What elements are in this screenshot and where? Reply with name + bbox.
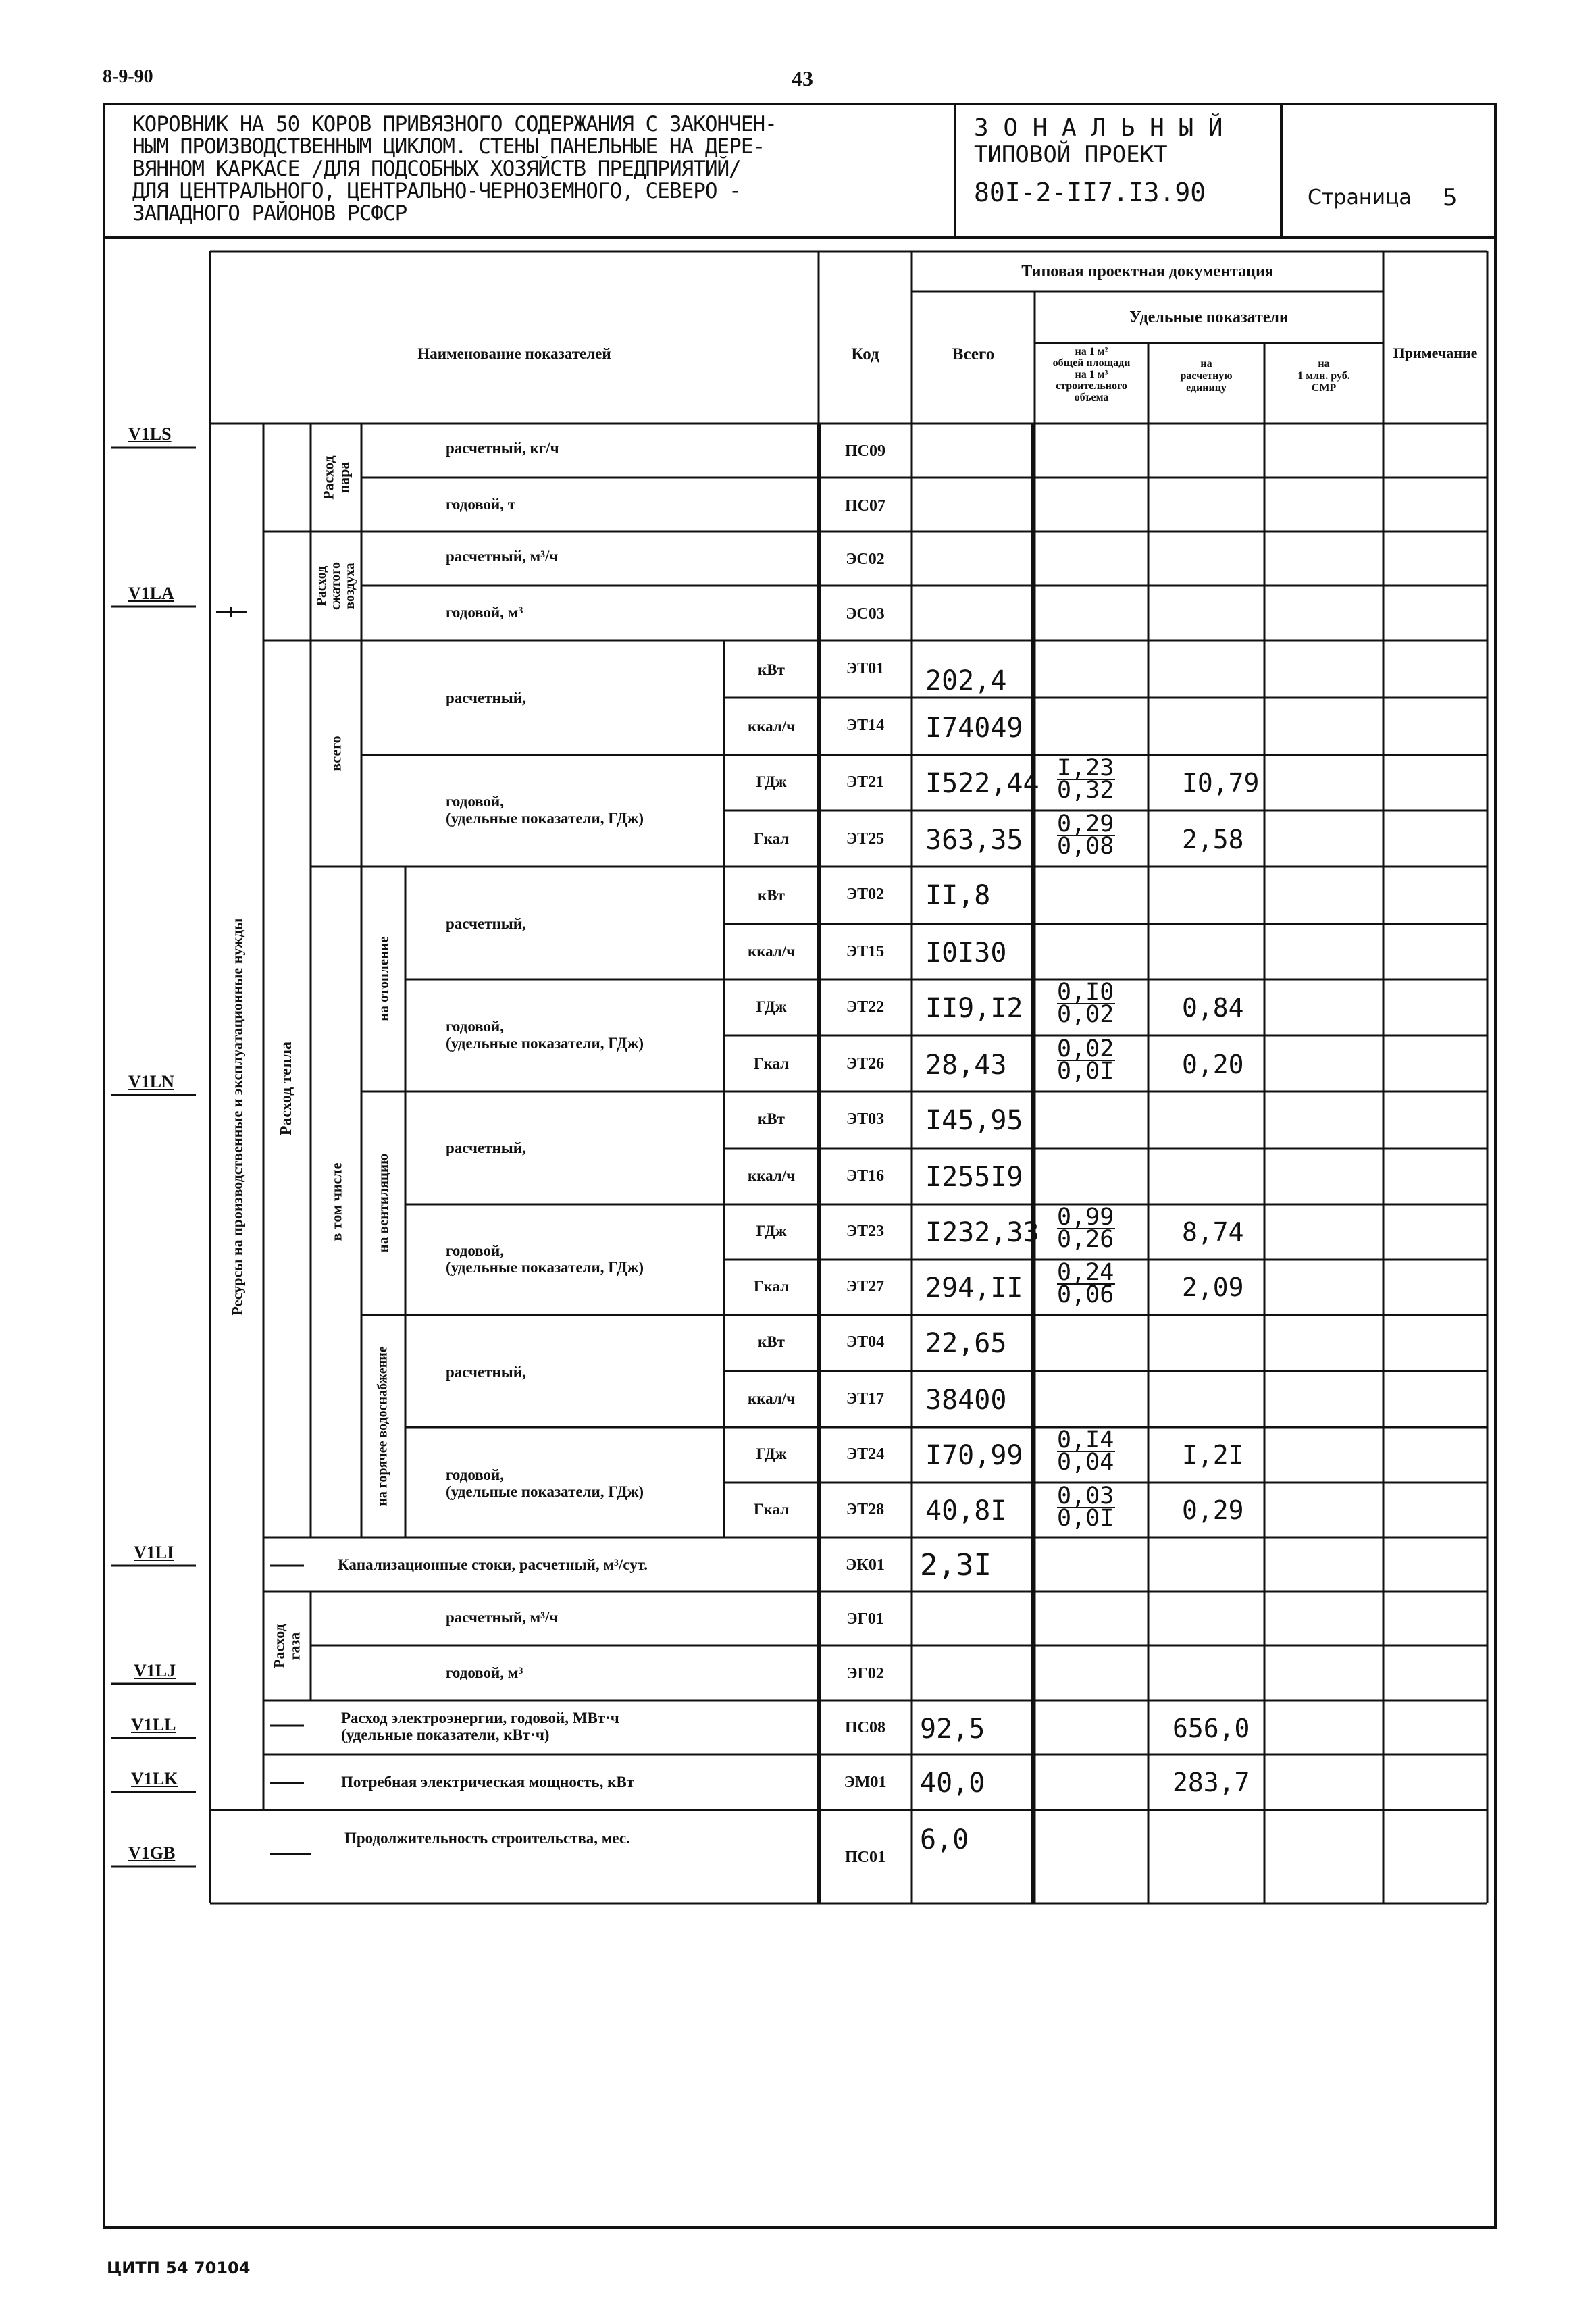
value-total: II,8 xyxy=(925,880,991,911)
per-m2-value: 0,I0 xyxy=(1057,979,1114,1006)
project-code: 80I-2-II7.I3.90 xyxy=(974,178,1206,207)
value-per-m2-m3 xyxy=(1057,1206,1115,1252)
value-per-unit: I0,79 xyxy=(1182,768,1260,798)
unit-kcal: ккал/ч xyxy=(747,1167,796,1184)
unit-kw: кВт xyxy=(758,1110,785,1127)
value-per-m2-m3 xyxy=(1057,1426,1115,1476)
hot-water-year-label: годовой, xyxy=(446,1466,505,1483)
row-code: ЭТ28 xyxy=(846,1501,885,1518)
electricity-note: (удельные показатели, кВт·ч) xyxy=(341,1726,550,1743)
unit-kw: кВт xyxy=(758,661,785,678)
row-code: ЭТ14 xyxy=(846,717,885,734)
value-per-m2-m3 xyxy=(1057,1485,1115,1531)
value-total: I0I30 xyxy=(925,937,1007,969)
row-code: ЭТ25 xyxy=(846,830,885,848)
hot-water-vertical-label xyxy=(361,1315,405,1537)
gas-label-text xyxy=(272,1624,303,1668)
value-total: 40,0 xyxy=(920,1768,985,1799)
heating-vertical-label xyxy=(361,867,405,1091)
unit-gj: ГДж xyxy=(756,1445,787,1462)
value-total: 6,0 xyxy=(920,1824,969,1855)
document-date: 8-9-90 xyxy=(103,66,153,87)
row-code: ЭГ02 xyxy=(846,1665,884,1682)
steam-label-line: пара xyxy=(335,461,353,494)
per-m2-line: общей площади xyxy=(1052,357,1131,369)
value-per-m2-m3 xyxy=(1057,981,1115,1027)
value-total: 294,II xyxy=(925,1272,1023,1304)
per-m2-value: 0,I4 xyxy=(1057,1426,1114,1454)
air-label-line: Расход xyxy=(313,565,329,607)
value-per-unit: 0,84 xyxy=(1182,993,1244,1023)
ventilation-year-note: (удельные показатели, ГДж) xyxy=(446,1259,644,1276)
per-million-line: на xyxy=(1318,358,1330,369)
value-total: 202,4 xyxy=(925,665,1007,696)
value-total: 38400 xyxy=(925,1385,1007,1416)
value-total: I74049 xyxy=(925,713,1023,744)
row-code: ЭТ17 xyxy=(846,1390,885,1408)
value-total: 40,8I xyxy=(925,1495,1007,1526)
value-per-unit: 656,0 xyxy=(1173,1714,1250,1743)
heating-year-note: (удельные показатели, ГДж) xyxy=(446,1035,644,1052)
row-code: ЭТ26 xyxy=(846,1055,885,1073)
resources-label-text: Ресурсы на производственные и эксплуатационные нужды xyxy=(228,918,245,1316)
ventilation-vertical-label xyxy=(361,1091,405,1315)
per-m2-line: строительного xyxy=(1056,380,1127,392)
row-code: ЭМ01 xyxy=(844,1774,887,1791)
row-code: ПС08 xyxy=(845,1719,885,1737)
value-per-m2-m3 xyxy=(1057,1261,1115,1307)
unit-gj: ГДж xyxy=(756,773,787,790)
value-total: I255I9 xyxy=(925,1162,1023,1193)
value-per-unit: I,2I xyxy=(1182,1440,1244,1470)
total-vertical-label xyxy=(311,640,361,867)
total-label-text: всего xyxy=(327,736,344,771)
value-per-m2-m3 xyxy=(1057,1037,1115,1083)
row-code: ЭТ27 xyxy=(846,1278,885,1295)
title-line: КОРОВНИК НА 50 КОРОВ ПРИВЯЗНОГО СОДЕРЖАНИЯ С ЗАКОНЧЕН- xyxy=(132,112,777,136)
row-code: ЭК01 xyxy=(846,1556,885,1574)
title-line: НЫМ ПРОИЗВОДСТВЕННЫМ ЦИКЛОМ. СТЕНЫ ПАНЕЛЬНЫЕ НА ДЕРЕ- xyxy=(132,134,765,159)
air-year-label: годовой, м³ xyxy=(446,604,523,621)
note-column-header: Примечание xyxy=(1393,344,1478,361)
heat-vertical-label xyxy=(263,640,311,1537)
per-m3-value: 0,06 xyxy=(1057,1281,1114,1308)
per-unit-column-header xyxy=(1148,358,1264,394)
total-calc-label: расчетный, xyxy=(446,690,526,706)
unit-kcal: ккал/ч xyxy=(747,943,796,960)
gas-year-label: годовой, м³ xyxy=(446,1664,523,1681)
value-per-unit: 2,58 xyxy=(1182,825,1244,854)
value-total: II9,I2 xyxy=(925,993,1023,1024)
title-line: ДЛЯ ЦЕНТРАЛЬНОГО, ЦЕНТРАЛЬНО-ЧЕРНОЗЕМНОГО, СЕВЕРО - xyxy=(132,179,741,203)
value-total: 363,35 xyxy=(925,825,1023,856)
steam-label-line: Расход xyxy=(319,455,337,500)
value-per-unit: 2,09 xyxy=(1182,1272,1244,1302)
side-code: V1LK xyxy=(131,1769,178,1789)
row-code: ЭГ01 xyxy=(846,1610,884,1628)
project-type-typical: ТИПОВОЙ ПРОЕКТ xyxy=(974,141,1168,168)
gas-label-line: Расход xyxy=(270,1624,288,1668)
value-total: 2,3I xyxy=(920,1548,992,1583)
row-code: ЭС03 xyxy=(846,605,885,623)
per-million-line: 1 млн. руб. xyxy=(1297,370,1350,382)
per-unit-line: на xyxy=(1200,358,1212,369)
page-number: 5 xyxy=(1443,184,1458,211)
per-m2-value: 0,03 xyxy=(1057,1483,1114,1510)
value-per-unit: 8,74 xyxy=(1182,1217,1244,1247)
value-total: I45,95 xyxy=(925,1105,1023,1136)
row-code: ЭТ16 xyxy=(846,1167,885,1185)
per-m3-value: 0,08 xyxy=(1057,833,1114,860)
ventilation-calc-label: расчетный, xyxy=(446,1139,526,1156)
side-code: V1LN xyxy=(128,1072,174,1091)
per-m3-value: 0,26 xyxy=(1057,1226,1114,1253)
sheet-number: 43 xyxy=(792,66,813,91)
per-m2-line: на 1 м² xyxy=(1075,346,1108,357)
unit-gcal: Гкал xyxy=(753,1501,790,1518)
unit-kcal: ккал/ч xyxy=(747,1390,796,1407)
ventilation-year-label: годовой, xyxy=(446,1242,505,1259)
per-m2-value: 0,24 xyxy=(1057,1259,1114,1286)
documentation-group-header: Типовая проектная документация xyxy=(1021,263,1274,280)
per-m2-value: 0,02 xyxy=(1057,1035,1114,1062)
project-type-zonal: З О Н А Л Ь Н Ы Й xyxy=(974,114,1223,142)
total-year-note: (удельные показатели, ГДж) xyxy=(446,810,644,827)
hot-water-year-note: (удельные показатели, ГДж) xyxy=(446,1483,644,1500)
unit-kw: кВт xyxy=(758,887,785,904)
including-vertical-label xyxy=(311,867,361,1537)
heating-label-text: на отопление xyxy=(375,936,392,1022)
row-code: ПС01 xyxy=(845,1849,885,1866)
per-m3-value: 0,04 xyxy=(1057,1449,1114,1476)
ventilation-label-text: на вентиляцию xyxy=(375,1154,392,1253)
row-code: ЭТ02 xyxy=(846,885,885,903)
page-label: Страница xyxy=(1308,186,1412,209)
row-code: ЭТ03 xyxy=(846,1110,885,1128)
value-total: 22,65 xyxy=(925,1328,1007,1359)
row-code: ПС09 xyxy=(845,442,885,460)
sewage-label: Канализационные стоки, расчетный, м³/сут. xyxy=(338,1556,648,1573)
footer-stamp: ЦИТП 54 70104 xyxy=(107,2259,251,2278)
including-label-text: в том числе xyxy=(327,1162,344,1241)
code-column-header: Код xyxy=(851,345,879,363)
value-total: 92,5 xyxy=(920,1714,985,1745)
power-label: Потребная электрическая мощность, кВт xyxy=(341,1774,634,1791)
unit-kw: кВт xyxy=(758,1333,785,1350)
per-m2-column-header xyxy=(1035,346,1148,403)
side-code: V1LA xyxy=(128,584,174,603)
row-code: ЭТ22 xyxy=(846,998,885,1016)
row-code: ЭТ15 xyxy=(846,943,885,960)
total-year-label: годовой, xyxy=(446,793,505,810)
unit-kcal: ккал/ч xyxy=(747,718,796,735)
side-code: V1LI xyxy=(134,1543,174,1562)
row-code: ЭТ01 xyxy=(846,660,885,677)
per-m2-value: 0,29 xyxy=(1057,811,1114,838)
per-m3-value: 0,32 xyxy=(1057,777,1114,804)
steam-year-label: годовой, т xyxy=(446,496,516,513)
per-m3-value: 0,02 xyxy=(1057,1001,1114,1028)
unit-gcal: Гкал xyxy=(753,830,790,847)
row-code: ЭТ23 xyxy=(846,1223,885,1240)
electricity-label: Расход электроэнергии, годовой, МВт·ч xyxy=(341,1709,619,1726)
air-calc-label: расчетный, м³/ч xyxy=(446,548,559,565)
gas-label-line: газа xyxy=(286,1632,303,1660)
per-m3-value: 0,0I xyxy=(1057,1505,1114,1532)
value-total: 28,43 xyxy=(925,1050,1007,1081)
gas-calc-label: расчетный, м³/ч xyxy=(446,1609,559,1626)
value-per-m2-m3 xyxy=(1057,756,1115,802)
title-line: ЗАПАДНОГО РАЙОНОВ РСФСР xyxy=(132,201,407,226)
gas-vertical-label xyxy=(263,1591,311,1701)
value-per-unit: 0,20 xyxy=(1182,1050,1244,1079)
value-per-unit: 0,29 xyxy=(1182,1495,1244,1525)
steam-vertical-label xyxy=(311,423,361,532)
unit-gcal: Гкал xyxy=(753,1055,790,1072)
air-label-line: воздуха xyxy=(342,563,357,609)
value-per-unit: 283,7 xyxy=(1173,1768,1250,1797)
duration-label: Продолжительность строительства, мес. xyxy=(344,1830,630,1847)
row-code: ЭТ21 xyxy=(846,773,885,791)
side-code: V1GB xyxy=(128,1843,176,1863)
air-label-line: сжатого xyxy=(328,561,343,611)
heat-label-text: Расход тепла xyxy=(278,1042,296,1136)
air-vertical-label xyxy=(311,532,361,640)
resources-vertical-label xyxy=(210,423,263,1810)
per-m2-value: 0,99 xyxy=(1057,1204,1114,1231)
heating-calc-label: расчетный, xyxy=(446,915,526,932)
row-code: ЭТ24 xyxy=(846,1445,885,1463)
side-code: V1LL xyxy=(131,1715,176,1734)
hot-water-label-text: на горячее водоснабжение xyxy=(376,1346,391,1506)
row-code: ЭС02 xyxy=(846,550,885,568)
row-code: ПС07 xyxy=(845,497,885,515)
total-column-header: Всего xyxy=(952,345,995,363)
unit-gj: ГДж xyxy=(756,998,787,1015)
unit-gj: ГДж xyxy=(756,1223,787,1239)
specific-indicators-header: Удельные показатели xyxy=(1129,309,1289,326)
unit-gcal: Гкал xyxy=(753,1278,790,1295)
per-m2-line: объема xyxy=(1074,392,1109,403)
heating-year-label: годовой, xyxy=(446,1018,505,1035)
side-code: V1LJ xyxy=(134,1661,176,1680)
steam-label-text xyxy=(320,455,351,500)
row-code: ЭТ04 xyxy=(846,1333,885,1351)
value-total: I232,33 xyxy=(925,1217,1039,1248)
per-unit-line: единицу xyxy=(1186,382,1227,394)
steam-calc-label: расчетный, кг/ч xyxy=(446,440,559,457)
value-total: I522,44 xyxy=(925,768,1039,799)
per-m2-line: на 1 м³ xyxy=(1075,369,1108,380)
value-total: I70,99 xyxy=(925,1440,1023,1471)
side-code: V1LS xyxy=(128,424,172,444)
title-line: ВЯННОМ КАРКАСЕ /ДЛЯ ПОДСОБНЫХ ХОЗЯЙСТВ ПРЕДПРИЯТИЙ/ xyxy=(132,157,741,181)
per-m3-value: 0,0I xyxy=(1057,1058,1114,1085)
per-unit-line: расчетную xyxy=(1180,370,1233,382)
value-per-m2-m3 xyxy=(1057,813,1115,858)
hot-water-calc-label: расчетный, xyxy=(446,1364,526,1381)
air-label-text xyxy=(315,562,357,610)
per-million-line: СМР xyxy=(1311,382,1337,394)
per-million-column-header xyxy=(1264,358,1383,394)
name-column-header: Наименование показателей xyxy=(417,345,611,362)
per-m2-value: I,23 xyxy=(1057,754,1114,781)
